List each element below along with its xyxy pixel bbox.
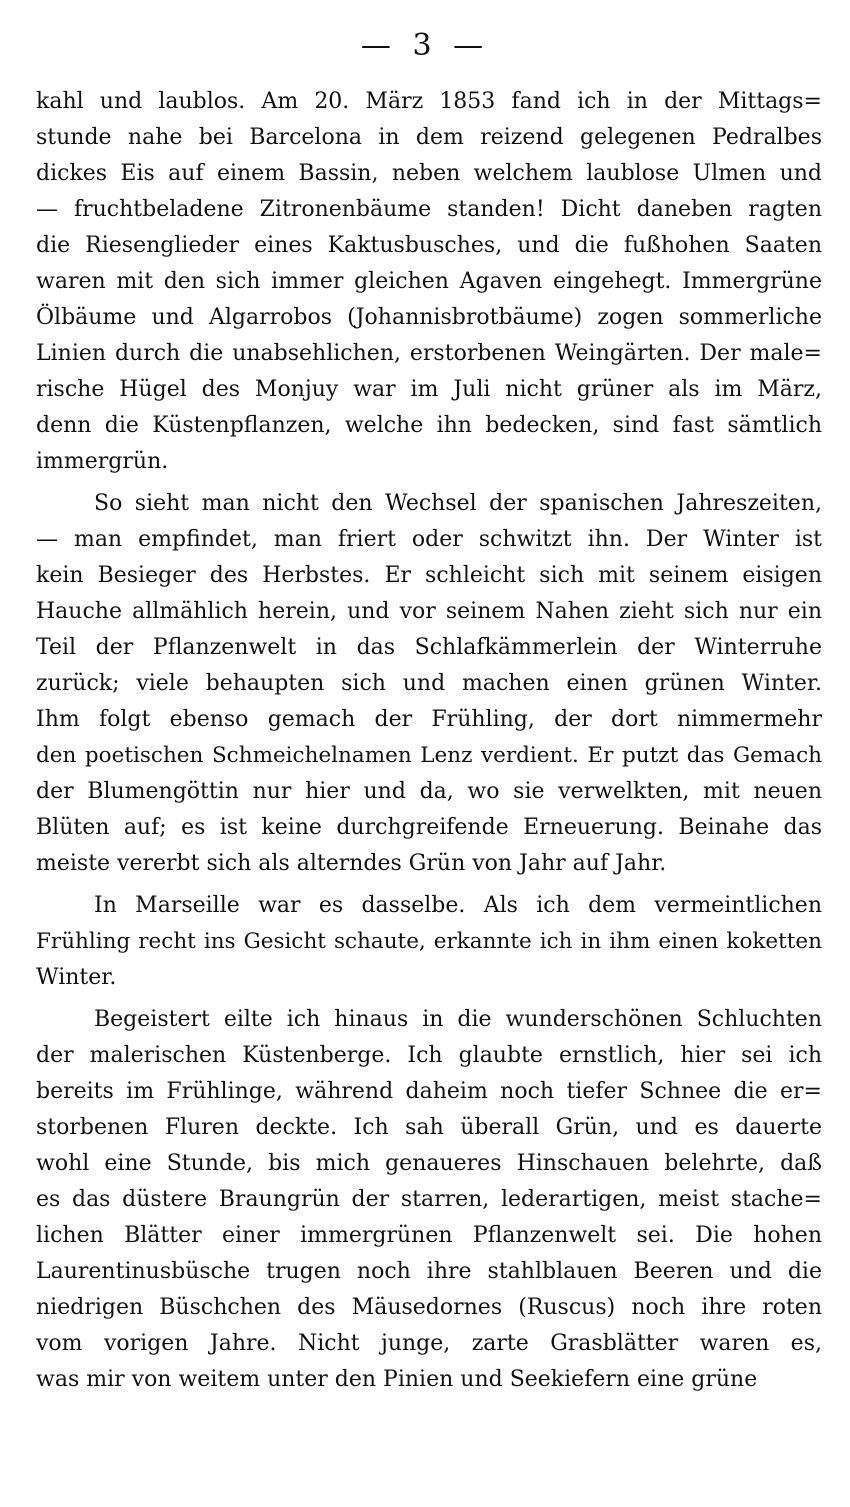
text-line: was mir von weitem unter den Pinien und Seekiefern eine grüne: [36, 1367, 758, 1392]
text-line: denn die Küstenpflanzen, welche ihn bedecken, sind fast sämtlich: [36, 413, 822, 438]
text-line: es das düstere Braungrün der starren, lederartigen, meist stache=: [36, 1187, 822, 1212]
text-line: Hauche allmählich herein, und vor seinem Nahen zieht sich nur ein: [36, 599, 822, 624]
text-line: bereits im Frühlinge, während daheim noch tiefer Schnee die er=: [36, 1079, 822, 1104]
text-line: der Blumengöttin nur hier und da, wo sie verwelkten, mit neuen: [36, 779, 822, 804]
text-line: Winter.: [36, 965, 117, 990]
paragraph: [36, 1002, 822, 1398]
page-body: [36, 84, 822, 1398]
text-line: stunde nahe bei Barcelona in dem reizend gelegenen Pedralbes: [36, 125, 822, 150]
text-line: dickes Eis auf einem Bassin, neben welchem laublose Ulmen und: [36, 161, 822, 186]
text-line: — fruchtbeladene Zitronenbäume standen! Dicht daneben ragten: [36, 197, 822, 222]
text-line: niedrigen Büschchen des Mäusedornes (Ruscus) noch ihre roten: [36, 1295, 822, 1320]
text-line: In Marseille war es dasselbe. Als ich dem vermeintlichen: [94, 893, 822, 918]
text-line: Ölbäume und Algarrobos (Johannisbrotbäume) zogen sommerliche: [36, 305, 822, 330]
text-line: Begeistert eilte ich hinaus in die wunderschönen Schluchten: [94, 1007, 822, 1032]
text-line: Blüten auf; es ist keine durchgreifende Erneuerung. Beinahe das: [36, 815, 822, 840]
text-line: wohl eine Stunde, bis mich genaueres Hinschauen belehrte, daß: [36, 1151, 822, 1176]
text-line: Teil der Pflanzenwelt in das Schlafkämmerlein der Winterruhe: [36, 635, 822, 660]
page-number: — 3 —: [360, 28, 490, 63]
text-line: kahl und laublos. Am 20. März 1853 fand ich in der Mittags=: [36, 89, 822, 114]
text-line: lichen Blätter einer immergrünen Pflanzenwelt sei. Die hohen: [36, 1223, 822, 1248]
text-line: meiste vererbt sich als alterndes Grün von Jahr auf Jahr.: [36, 851, 667, 876]
text-line: immergrün.: [36, 449, 169, 474]
text-line: Linien durch die unabsehlichen, erstorbenen Weingärten. Der male=: [36, 341, 822, 366]
paragraph: [36, 84, 822, 480]
text-line: rische Hügel des Monjuy war im Juli nicht grüner als im März,: [36, 377, 822, 402]
text-line: Laurentinusbüsche trugen noch ihre stahlblauen Beeren und die: [36, 1259, 822, 1284]
text-line: Ihm folgt ebenso gemach der Frühling, der dort nimmermehr: [36, 707, 822, 732]
text-line: So sieht man nicht den Wechsel der spanischen Jahreszeiten,: [94, 491, 822, 516]
text-line: — man empfindet, man friert oder schwitzt ihn. Der Winter ist: [36, 527, 822, 552]
paragraph: [36, 888, 822, 996]
text-line: die Riesenglieder eines Kaktusbusches, und die fußhohen Saaten: [36, 233, 822, 258]
text-line: Frühling recht ins Gesicht schaute, erkannte ich in ihm einen koketten: [36, 929, 822, 954]
text-line: waren mit den sich immer gleichen Agaven eingehegt. Immergrüne: [36, 269, 822, 294]
text-line: zurück; viele behaupten sich und machen einen grünen Winter.: [36, 671, 822, 696]
text-line: der malerischen Küstenberge. Ich glaubte ernstlich, hier sei ich: [36, 1043, 822, 1068]
text-line: storbenen Fluren deckte. Ich sah überall Grün, und es dauerte: [36, 1115, 822, 1140]
text-line: vom vorigen Jahre. Nicht junge, zarte Grasblätter waren es,: [36, 1331, 822, 1356]
paragraph: [36, 486, 822, 882]
text-line: kein Besieger des Herbstes. Er schleicht sich mit seinem eisigen: [36, 563, 822, 588]
text-line: den poetischen Schmeichelnamen Lenz verdient. Er putzt das Gemach: [36, 743, 822, 768]
